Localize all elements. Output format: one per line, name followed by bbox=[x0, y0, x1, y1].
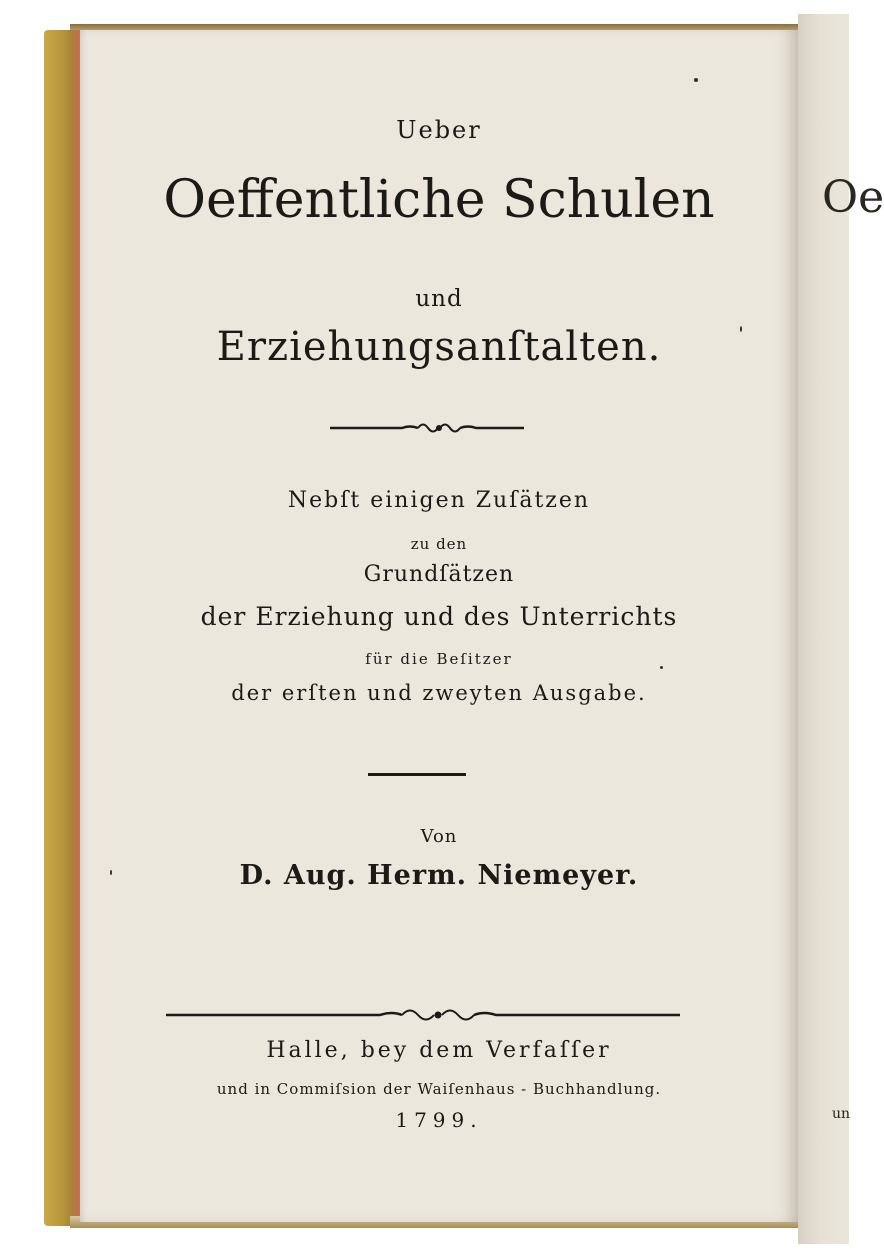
author-name: D. Aug. Herm. Niemeyer. bbox=[239, 860, 639, 891]
subtitle-line-5: für die Beſitzer bbox=[365, 650, 513, 668]
book-binding-edge bbox=[44, 30, 84, 1226]
title-conjunction: und bbox=[415, 286, 463, 312]
subtitle-line-1: Nebſt einigen Zuſätzen bbox=[287, 488, 591, 513]
paper-speck bbox=[740, 326, 742, 332]
facing-page-title-fragment: Oe bbox=[822, 172, 884, 223]
fleuron-ornament-top bbox=[80, 418, 798, 438]
paper-speck bbox=[110, 870, 112, 875]
title-prefix: Ueber bbox=[396, 116, 482, 144]
subtitle-line-6: der erſten und zweyten Ausgabe. bbox=[231, 681, 647, 705]
fleuron-ornament-bottom bbox=[80, 1004, 798, 1026]
main-title: Oeffentliche Schulen bbox=[163, 170, 715, 230]
subtitle-line-2: zu den bbox=[410, 535, 468, 553]
imprint-place: Halle, bey dem Verfaſſer bbox=[266, 1038, 612, 1063]
imprint-publisher: und in Commiſsion der Waiſenhaus - Buchhandlung. bbox=[216, 1080, 662, 1098]
divider-rule bbox=[368, 773, 466, 776]
publication-year: 1799. bbox=[395, 1108, 483, 1132]
facing-page-text-fragment: un bbox=[832, 1106, 851, 1122]
subtitle-line-4: der Erziehung und des Unterrichts bbox=[200, 602, 678, 631]
facing-page bbox=[798, 14, 884, 1244]
author-preposition: Von bbox=[420, 826, 458, 847]
subtitle-line-3: Grundſätzen bbox=[363, 562, 515, 587]
title-page bbox=[80, 30, 798, 1222]
paper-speck bbox=[660, 666, 663, 669]
paper-speck bbox=[694, 78, 698, 82]
main-title-continued: Erziehungsanſtalten. bbox=[216, 324, 662, 370]
